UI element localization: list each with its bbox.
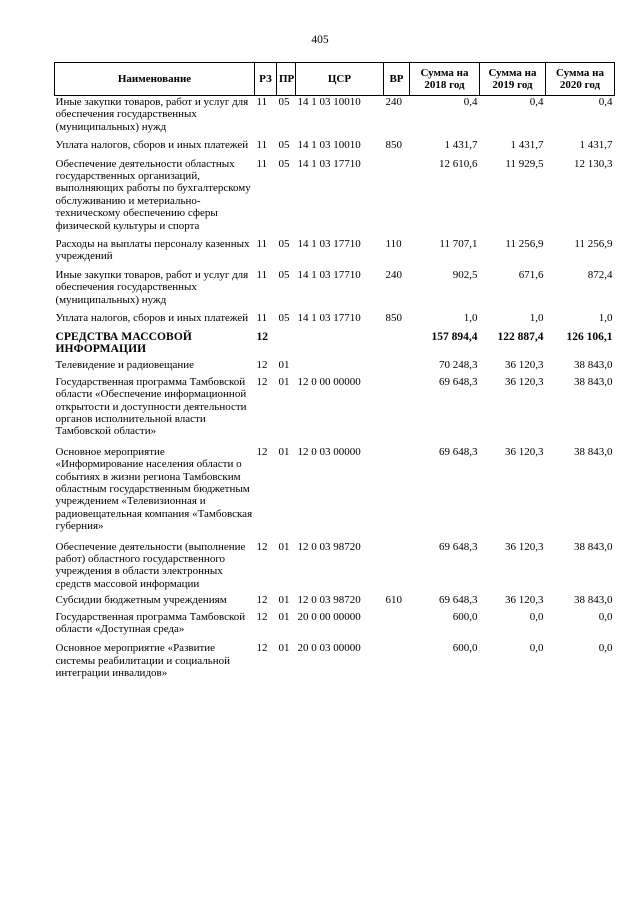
row-csr: 12 0 03 98720 — [297, 540, 361, 553]
row-sum-2020: 11 256,9 — [574, 238, 613, 251]
row-pr: 05 — [278, 157, 290, 170]
header-rz: РЗ — [255, 63, 277, 96]
row-vr: 610 — [385, 594, 402, 607]
row-vr — [384, 635, 410, 679]
row-sum-2020: 38 843,0 — [574, 375, 613, 388]
row-sum-2018: 157 894,4 — [431, 330, 478, 343]
row-sum-2018: 1,0 — [463, 312, 478, 325]
row-vr: 850 — [385, 312, 402, 325]
row-sum-2018: 600,0 — [452, 610, 478, 623]
row-sum-2019: 11 256,9 — [505, 238, 544, 251]
row-sum-2018: 902,5 — [452, 268, 478, 281]
table-row — [55, 152, 615, 232]
row-sum-2020: 1,0 — [598, 312, 613, 325]
row-sum-2018: 12 610,6 — [439, 157, 478, 170]
row-rz: 12 — [256, 540, 268, 553]
row-sum-2020: 38 843,0 — [574, 359, 613, 372]
row-sum-2020: 1 431,7 — [579, 139, 613, 152]
table-header-row — [55, 63, 615, 96]
row-sum-2020: 38 843,0 — [574, 540, 613, 553]
row-pr: 01 — [278, 642, 290, 655]
table-row — [55, 438, 615, 533]
row-sum-2018: 1 431,7 — [444, 139, 478, 152]
row-sum-2019: 1 431,7 — [510, 139, 544, 152]
row-pr: 01 — [278, 610, 290, 623]
row-sum-2019: 0,4 — [529, 96, 544, 108]
row-sum-2020: 0,4 — [598, 96, 613, 108]
row-rz: 12 — [256, 642, 268, 655]
table-row — [55, 635, 615, 679]
row-pr: 05 — [278, 96, 290, 108]
row-csr: 14 1 03 17710 — [297, 312, 361, 325]
row-sum-2019: 36 120,3 — [505, 359, 544, 372]
row-rz: 12 — [256, 375, 268, 388]
row-sum-2019: 1,0 — [529, 312, 544, 325]
row-csr: 12 0 03 00000 — [297, 445, 361, 458]
row-sum-2019: 36 120,3 — [505, 445, 544, 458]
row-rz: 12 — [256, 594, 268, 607]
row-rz: 12 — [256, 359, 268, 372]
row-rz: 12 — [256, 445, 268, 458]
row-name: Расходы на выплаты персоналу казенных учреждений — [55, 238, 250, 263]
row-pr: 01 — [278, 540, 290, 553]
row-sum-2018: 69 648,3 — [439, 375, 478, 388]
table-row — [55, 533, 615, 591]
row-vr — [384, 607, 410, 636]
row-sum-2020: 0,0 — [598, 642, 613, 655]
row-name: Субсидии бюджетным учреждениям — [55, 594, 227, 607]
row-name: Государственная программа Тамбовской области «Обеспечение информационной открытости и доступности деятельности органов исполнительной власти Тамбовской области» — [55, 375, 247, 438]
row-pr: 05 — [278, 312, 290, 325]
row-sum-2019: 11 929,5 — [505, 157, 544, 170]
row-name: Обеспечение деятельности областных государственных организаций, выполняющих работы по бухгалтерскому обслуживанию и метериально-техническому обеспечению сферы физической культуры и спорта — [55, 157, 251, 232]
table-row — [55, 355, 615, 371]
table-row — [55, 133, 615, 151]
row-name: Уплата налогов, сборов и иных платежей — [55, 139, 249, 152]
row-name: Иные закупки товаров, работ и услуг для обеспечения государственных (муниципальных) нужд — [55, 96, 249, 133]
row-sum-2018: 69 648,3 — [439, 445, 478, 458]
row-vr: 240 — [385, 96, 402, 108]
row-rz: 12 — [256, 330, 268, 343]
row-sum-2020: 0,0 — [598, 610, 613, 623]
row-csr: 12 0 03 98720 — [297, 594, 361, 607]
row-sum-2019: 36 120,3 — [505, 375, 544, 388]
header-vr: ВР — [384, 63, 410, 96]
row-sum-2018: 11 707,1 — [439, 238, 478, 251]
row-sum-2019: 122 887,4 — [497, 330, 544, 343]
row-sum-2019: 36 120,3 — [505, 594, 544, 607]
row-rz: 11 — [256, 238, 268, 251]
row-vr — [384, 325, 410, 356]
table-row — [55, 96, 615, 134]
row-name: Основное мероприятие «Развитие системы реабилитации и социальной интеграции инвалидов» — [55, 642, 230, 680]
row-pr: 05 — [278, 268, 290, 281]
row-sum-2020: 126 106,1 — [566, 330, 613, 343]
header-pr: ПР — [277, 63, 296, 96]
row-csr — [296, 325, 384, 356]
row-csr: 20 0 00 00000 — [297, 610, 361, 623]
table-row — [55, 607, 615, 636]
row-sum-2018: 69 648,3 — [439, 540, 478, 553]
table-row — [55, 263, 615, 306]
table-body — [55, 96, 615, 680]
row-name: Телевидение и радиовещание — [55, 359, 195, 372]
row-sum-2019: 0,0 — [529, 642, 544, 655]
row-sum-2019: 0,0 — [529, 610, 544, 623]
row-pr: 05 — [278, 238, 290, 251]
row-pr: 01 — [278, 594, 290, 607]
row-vr — [384, 533, 410, 591]
row-vr: 240 — [385, 268, 402, 281]
row-pr: 01 — [278, 375, 290, 388]
page-number: 405 — [311, 34, 329, 46]
header-sum-2019: Сумма на 2019 год — [480, 63, 546, 96]
row-vr — [384, 152, 410, 232]
row-rz: 12 — [256, 610, 268, 623]
table-row — [55, 372, 615, 438]
row-pr: 01 — [278, 359, 290, 372]
row-sum-2019: 671,6 — [518, 268, 544, 281]
row-csr: 12 0 00 00000 — [297, 375, 361, 388]
row-vr: 850 — [385, 139, 402, 152]
header-name: Наименование — [55, 63, 255, 96]
row-csr: 14 1 03 10010 — [297, 139, 361, 152]
row-sum-2018: 0,4 — [463, 96, 478, 108]
table-row — [55, 590, 615, 606]
row-rz: 11 — [256, 268, 268, 281]
row-rz: 11 — [256, 96, 268, 108]
table-row — [55, 325, 615, 356]
table-row — [55, 306, 615, 324]
row-sum-2018: 70 248,3 — [439, 359, 478, 372]
row-name: Государственная программа Тамбовской области «Доступная среда» — [55, 610, 246, 636]
row-sum-2020: 872,4 — [587, 268, 613, 281]
header-csr: ЦСР — [296, 63, 384, 96]
row-pr: 05 — [278, 139, 290, 152]
row-sum-2020: 38 843,0 — [574, 445, 613, 458]
row-sum-2020: 38 843,0 — [574, 594, 613, 607]
row-vr — [384, 372, 410, 438]
row-rz: 11 — [256, 157, 268, 170]
row-name: Основное мероприятие «Информирование населения области о событиях в жизни региона Тамбовским областным государственным бюджетным учреждением «Телевизионная и радиовещательная компания «Тамбовская губерния» — [55, 445, 253, 533]
row-csr: 14 1 03 17710 — [297, 268, 361, 281]
row-sum-2019: 36 120,3 — [505, 540, 544, 553]
row-name: Уплата налогов, сборов и иных платежей — [55, 312, 249, 325]
row-vr — [384, 355, 410, 371]
row-name: СРЕДСТВА МАССОВОЙ ИНФОРМАЦИИ — [55, 330, 192, 355]
row-pr: 01 — [278, 445, 290, 458]
row-csr: 14 1 03 10010 — [297, 96, 361, 108]
row-csr: 14 1 03 17710 — [297, 157, 361, 170]
row-csr: 20 0 03 00000 — [297, 642, 361, 655]
row-rz: 11 — [256, 312, 268, 325]
row-csr: 14 1 03 17710 — [297, 238, 361, 251]
row-name: Иные закупки товаров, работ и услуг для обеспечения государственных (муниципальных) нужд — [55, 268, 249, 306]
row-sum-2018: 69 648,3 — [439, 594, 478, 607]
row-csr — [296, 355, 384, 371]
table-row — [55, 232, 615, 263]
row-vr: 110 — [385, 238, 402, 251]
row-sum-2018: 600,0 — [452, 642, 478, 655]
header-sum-2018: Сумма на 2018 год — [410, 63, 480, 96]
row-vr — [384, 438, 410, 533]
header-sum-2020: Сумма на 2020 год — [546, 63, 615, 96]
row-name: Обеспечение деятельности (выполнение работ) областного государственного учреждения в области электронных средств массовой информации — [55, 540, 246, 590]
row-pr — [277, 325, 296, 356]
row-rz: 11 — [256, 139, 268, 152]
row-sum-2020: 12 130,3 — [574, 157, 613, 170]
budget-table — [54, 62, 615, 680]
